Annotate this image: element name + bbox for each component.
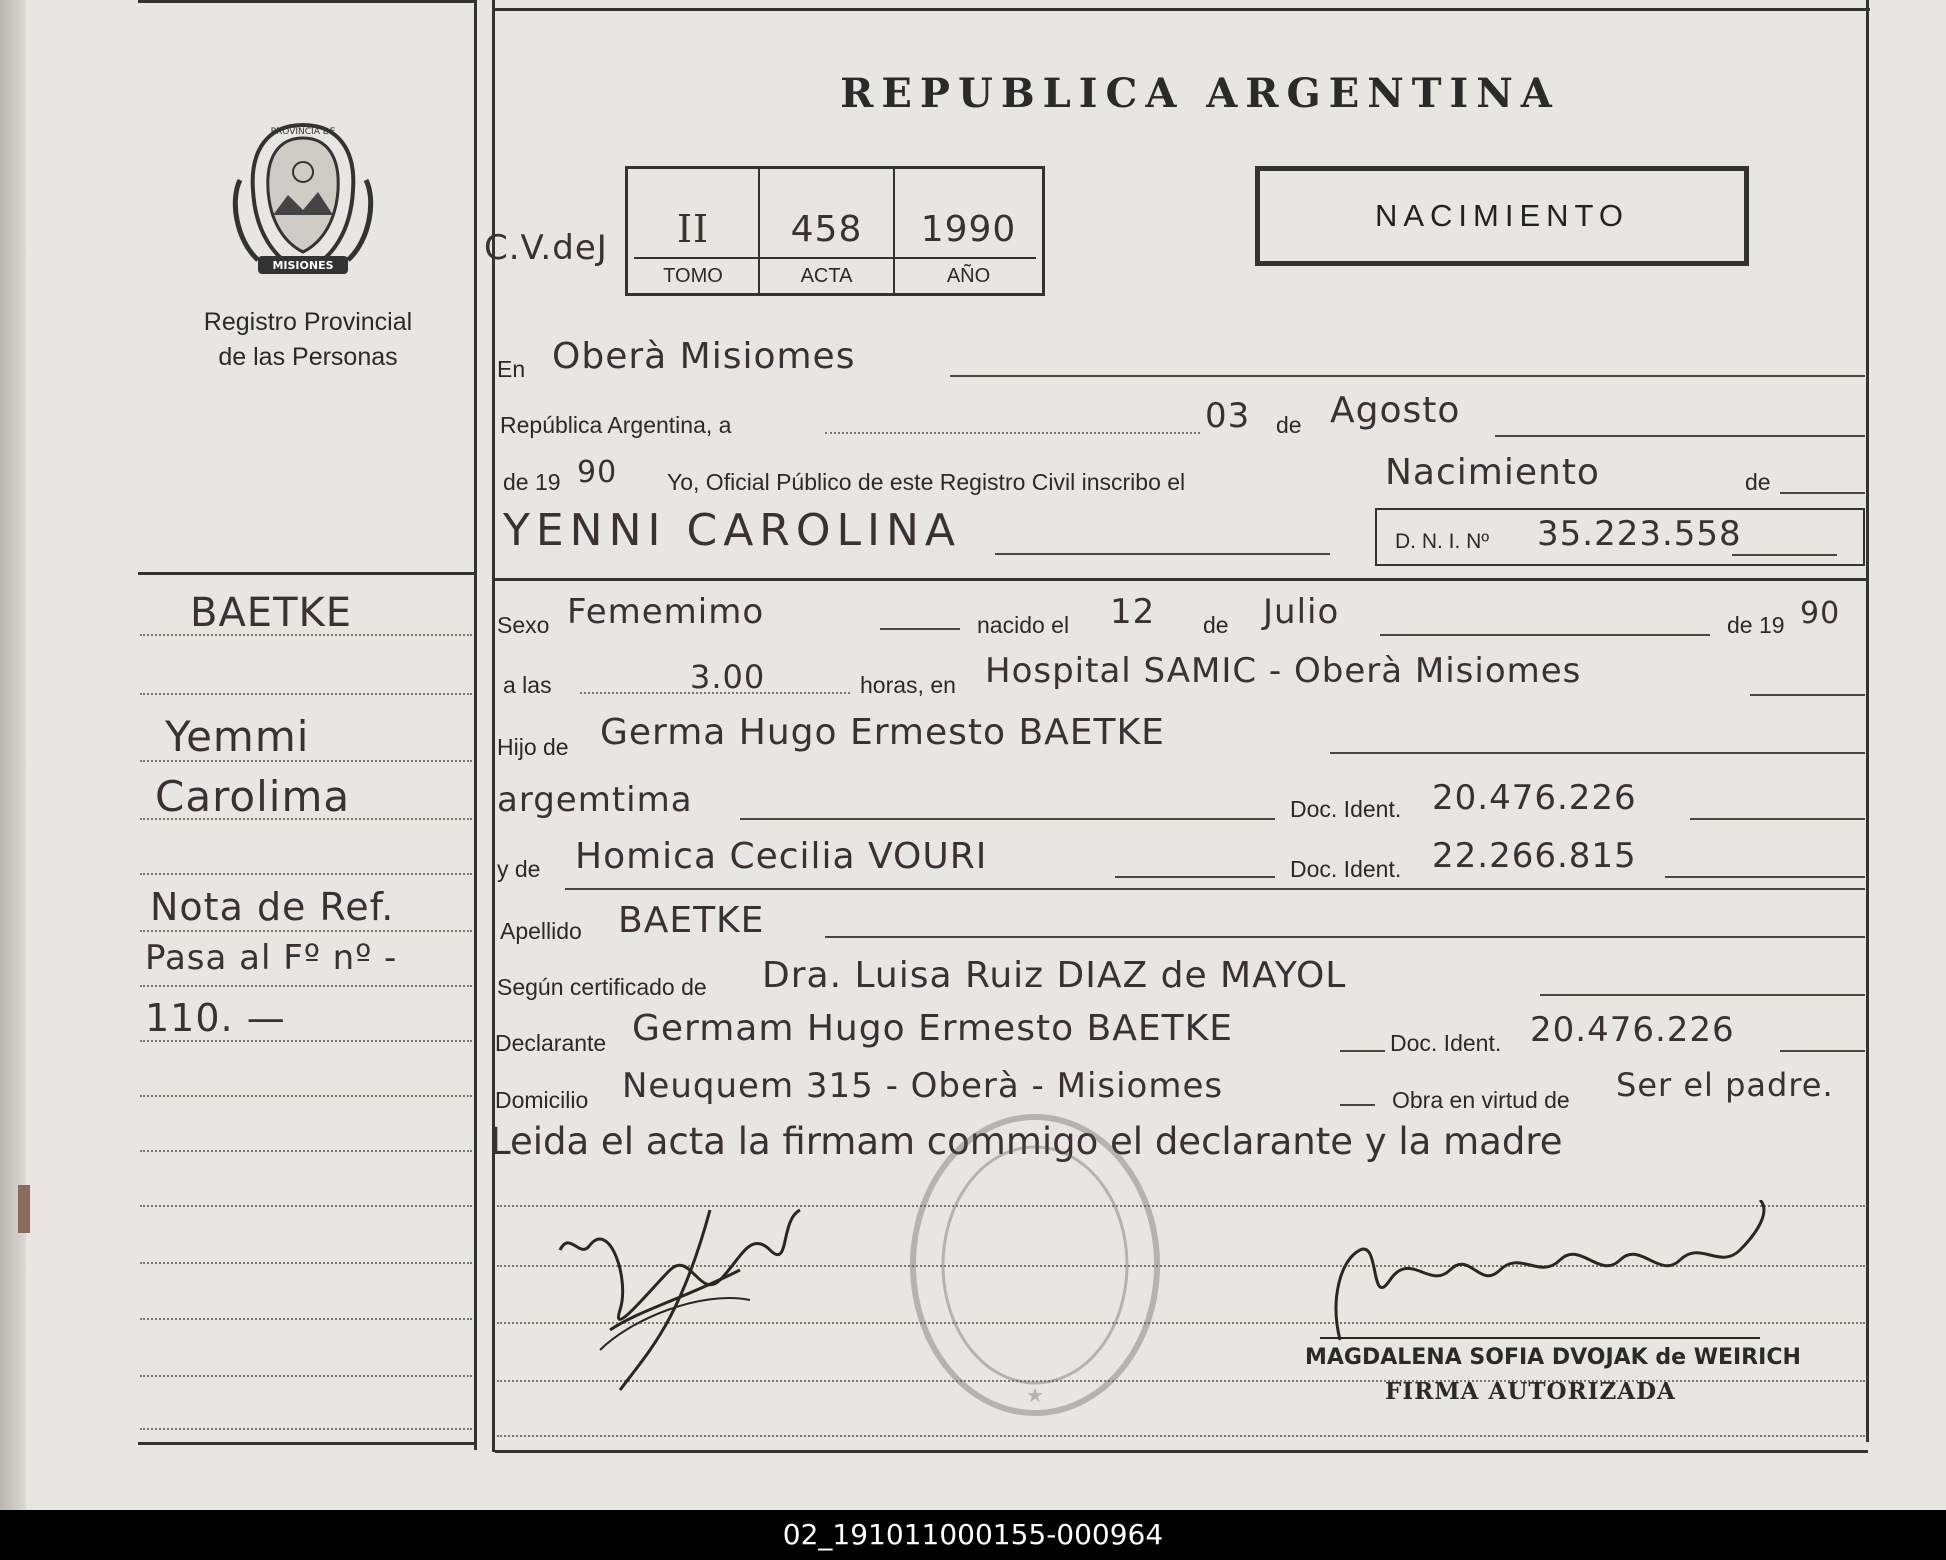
margin-header-rule [138,572,474,575]
mother-name: Homica Cecilia VOURI [575,836,988,877]
birth-place: Hospital SAMIC - Oberà Misiomes [985,651,1582,691]
father-doc: 20.476.226 [1432,778,1637,818]
mother-doc-line [1665,876,1865,878]
obra-label: Obra en virtud de [1392,1087,1570,1113]
hour-value: 3.00 [690,658,766,696]
registry-name-line1: Registro Provincial [203,308,413,336]
main-dotline-5 [497,1435,1865,1437]
binding-tab [18,1185,30,1233]
declarante-label: Declarante [495,1030,607,1056]
margin-dotline-1 [140,634,472,636]
declarante-line [1340,1050,1385,1052]
segun-label: Según certificado de [497,974,707,1000]
apellido-line [825,936,1865,938]
tomo-value: II [676,207,710,251]
place-line [1750,694,1865,696]
top-right-rule [495,8,1870,11]
a-las-label: a las [503,672,552,698]
month-line [1495,435,1865,437]
binding-edge [0,0,26,1510]
svg-text:★: ★ [1026,1383,1044,1407]
anio-label: AÑO [946,265,991,287]
margin-dotline-2 [140,693,472,695]
mother-signature [550,1190,830,1410]
day-value: 03 [1205,396,1251,436]
volume-label-rule [634,257,1036,259]
margin-dotline-10 [140,1150,472,1152]
sexo-line [880,628,960,630]
sexo-label: Sexo [497,612,550,638]
mother-line [1115,876,1275,878]
domicilio-label: Domicilio [495,1087,589,1113]
province-seal-icon [228,120,378,280]
apellido-value: BAETKE [618,900,765,941]
margin-dotline-4 [140,818,472,820]
margin-given-1: Yemmi [165,712,310,761]
margin-note-2: Pasa al Fº nº - [145,938,398,978]
father-line [1330,752,1865,754]
mother-sub-line [565,888,1865,890]
left-bottom-rule [138,1442,474,1445]
obra-value: Ser el padre. [1616,1066,1834,1104]
margin-dotline-9 [140,1095,472,1097]
margin-dotline-13 [140,1318,472,1320]
father-name: Germa Hugo Ermesto BAETKE [600,712,1165,753]
registry-name-line2: de las Personas [218,343,398,371]
sexo-value: Fememimo [567,592,765,632]
svg-text:PROVINCIA DE: PROVINCIA DE [270,127,336,137]
main-header-rule [495,578,1868,581]
volume-box [625,166,1045,296]
domicilio-line [1340,1104,1375,1106]
dni-box [1375,508,1865,566]
de-label-3: de [1203,612,1229,638]
certificado-value: Dra. Luisa Ruiz DIAZ de MAYOL [762,955,1347,996]
mother-doc: 22.266.815 [1432,836,1637,876]
tomo-label: TOMO [663,265,723,287]
republica-dotline [825,432,1200,434]
father-nationality: argemtima [497,780,693,820]
margin-dotline-11 [140,1205,472,1207]
margin-dotline-3 [140,760,472,762]
margin-note-1: Nota de Ref. [150,885,395,929]
main-left-border [492,0,495,1452]
doc-label-3: Doc. Ident. [1390,1030,1502,1056]
birth-year-prefix: de 19 [1727,612,1785,638]
yo-text: Yo, Oficial Público de este Registro Civil inscribo el [667,469,1186,495]
margin-dotline-8 [140,1040,472,1042]
margin-dotline-12 [140,1262,472,1264]
child-name: YENNI CAROLINA [503,505,961,556]
domicilio-value: Neuquem 315 - Oberà - Misiomes [622,1066,1224,1106]
top-left-rule [138,0,474,3]
dni-label: D. N. I. Nº [1395,530,1490,553]
en-label: En [497,356,526,382]
en-line [950,375,1865,377]
declarante-value: Germam Hugo Ermesto BAETKE [632,1008,1233,1049]
year-suffix: 90 [577,455,618,490]
hijo-label: Hijo de [497,734,569,760]
nationality-line [740,818,1275,820]
margin-dotline-7 [140,985,472,987]
margin-dotline-15 [140,1428,472,1430]
month-value: Agosto [1330,390,1461,431]
certificado-line [1540,994,1865,996]
name-line [995,553,1330,555]
dni-line [1732,554,1837,556]
country-title: REPUBLICA ARGENTINA [840,70,1560,117]
official-name: MAGDALENA SOFIA DVOJAK de WEIRICH [1305,1345,1801,1370]
svg-text:MISIONES: MISIONES [272,259,334,272]
inscribe-line [1780,492,1865,494]
image-caption: 02_191011000155-000964 [0,1510,1946,1560]
margin-given-2: Carolima [155,772,351,821]
doc-label-1: Doc. Ident. [1290,796,1402,822]
nacido-label: nacido el [977,612,1070,638]
doc-label-2: Doc. Ident. [1290,856,1402,882]
declarante-doc-line [1780,1050,1865,1052]
birth-year-suffix: 90 [1800,596,1841,631]
republica-label: República Argentina, a [500,412,732,438]
de-label-2: de [1745,469,1771,495]
volume-prefix: C.V.deJ [484,228,608,268]
anio-value: 1990 [920,209,1017,250]
act-type-label: NACIMIENTO [1374,198,1630,233]
apellido-label: Apellido [500,918,582,944]
main-bottom-rule [495,1450,1868,1453]
closing-text: Leida el acta la firmam commigo el declarante y la madre [490,1120,1563,1163]
horas-label: horas, en [860,672,956,698]
official-title: FIRMA AUTORIZADA [1385,1378,1676,1405]
main-right-border [1866,0,1869,1442]
acta-value: 458 [790,209,863,250]
dni-value: 35.223.558 [1537,514,1742,554]
margin-note-3: 110. — [145,996,286,1040]
act-type-box [1255,166,1749,266]
margin-dotline-6 [140,930,472,932]
margin-surname: BAETKE [190,590,353,636]
acta-label: ACTA [800,265,853,287]
birth-day: 12 [1110,592,1156,632]
birth-month-line [1380,634,1710,636]
left-column-divider [474,0,477,1450]
inscribe-value: Nacimiento [1385,452,1600,493]
father-doc-line [1690,818,1865,820]
year-prefix: de 19 [503,469,561,495]
y-de-label: y de [497,856,541,882]
en-value: Oberà Misiomes [552,336,856,377]
declarante-doc: 20.476.226 [1530,1010,1735,1050]
margin-dotline-5 [140,873,472,875]
birth-month: Julio [1263,592,1340,632]
official-stamp-icon [905,1110,1165,1420]
de-label-1: de [1276,412,1302,438]
margin-dotline-14 [140,1375,472,1377]
